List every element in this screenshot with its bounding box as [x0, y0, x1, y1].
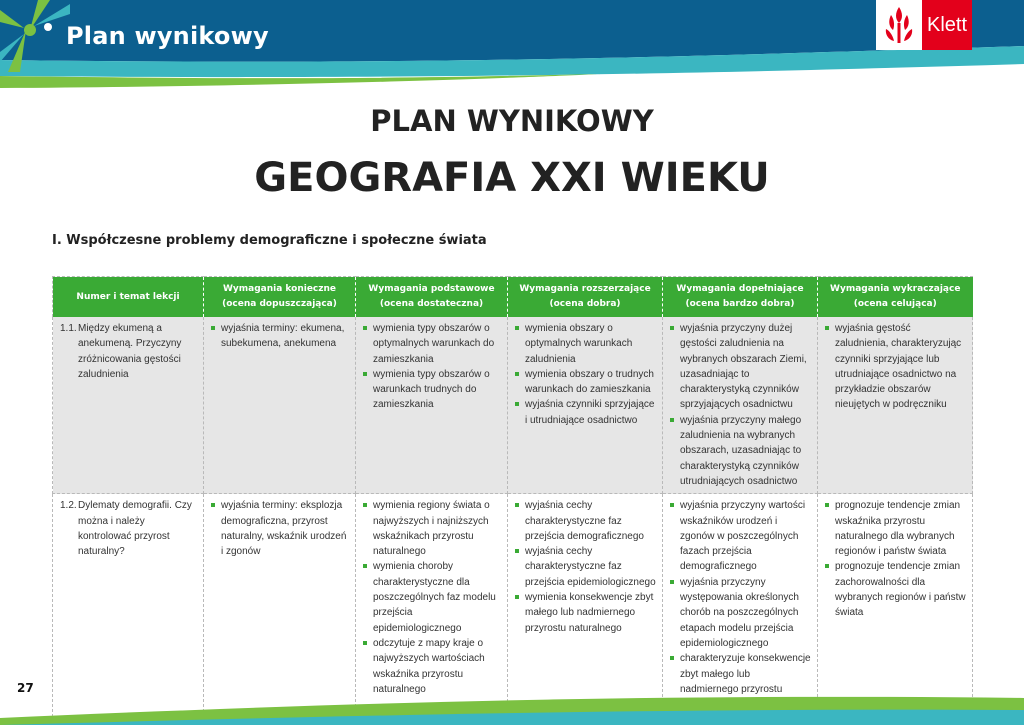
list-item: prognozuje tendencje zmian wskaźnika przyrostu naturalnego dla wybranych regionów i państw świata	[825, 498, 966, 559]
list-item: wymienia choroby charakterystyczne dla poszczególnych faz modelu przejścia epidemiologicznego	[363, 559, 501, 635]
page-number: 27	[17, 681, 34, 695]
requirements-cell	[663, 494, 818, 717]
list-item: odczytuje z mapy kraje o najwyższych wartościach wskaźnika przyrostu naturalnego	[363, 636, 501, 697]
document-title: PLAN WYNIKOWY	[370, 104, 654, 138]
requirements-cell	[663, 317, 818, 494]
list-item: wyjaśnia terminy: eksplozja demograficzna, przyrost naturalny, wskaźnik urodzeń i zgonów	[211, 498, 349, 559]
list-item: wymienia typy obszarów o optymalnych warunkach do zamieszkania	[363, 321, 501, 367]
header-cell-wykraczajace: Wymagania wykraczające (ocena celująca)	[818, 277, 973, 318]
requirements-cell	[508, 494, 663, 717]
footer-wave-graphic	[0, 690, 1024, 725]
document-subtitle: GEOGRAFIA XXI WIEKU	[254, 155, 770, 201]
header-cell-dopelniajace: Wymagania dopełniające (ocena bardzo dobra)	[663, 277, 818, 318]
table-header-row	[53, 277, 973, 318]
table-row	[53, 317, 973, 494]
list-item: wyjaśnia cechy charakterystyczne faz przejścia epidemiologicznego	[515, 544, 656, 590]
list-item: charakteryzuje konsekwencje zbyt małego lub nadmiernego przyrostu	[670, 651, 811, 712]
klett-logo	[876, 0, 972, 50]
list-item: wyjaśnia przyczyny występowania określonych chorób na poszczególnych etapach modelu przejścia epidemiologicznego	[670, 575, 811, 651]
lesson-topic: Między ekumeną a anekumeną. Przyczyny zróżnicowania gęstości zaludnienia	[78, 323, 182, 380]
header-title: Plan wynikowy	[66, 22, 269, 50]
list-item: wymienia obszary o trudnych warunkach do zamieszkania	[515, 367, 656, 398]
table-row	[53, 494, 973, 717]
lesson-number: 1.2.	[60, 500, 77, 512]
requirements-cell	[204, 494, 356, 717]
requirements-table	[52, 276, 973, 717]
requirements-cell	[356, 317, 508, 494]
list-item: wyjaśnia cechy charakterystyczne faz przejścia demograficznego	[515, 498, 656, 544]
list-item: wymienia regiony świata o najwyższych i najniższych wskaźnikach przyrostu naturalnego	[363, 498, 501, 559]
header-cell-rozszerzajace: Wymagania rozszerzające (ocena dobra)	[508, 277, 663, 318]
list-item: prognozuje tendencje zmian zachorowalności dla wybranych regionów i państw świata	[825, 559, 966, 620]
list-item: wyjaśnia czynniki sprzyjające i utrudniające osadnictwo	[515, 397, 656, 428]
list-item: wyjaśnia terminy: ekumena, subekumena, anekumena	[211, 321, 349, 352]
requirements-cell	[204, 317, 356, 494]
klett-tree-icon	[876, 0, 922, 50]
list-item: wymienia konsekwencje zbyt małego lub nadmiernego przyrostu naturalnego	[515, 590, 656, 636]
requirements-cell	[818, 494, 973, 717]
list-item: wyjaśnia przyczyny wartości wskaźników urodzeń i zgonów w poszczególnych fazach przejścia demograficznego	[670, 498, 811, 574]
list-item: wyjaśnia przyczyny małego zaludnienia na wybranych obszarach, uzasadniając to charakterystyką czynników utrudniających osadnictwo	[670, 413, 811, 489]
lesson-topic: Dylematy demografii. Czy można i należy kontrolować przyrost naturalny?	[78, 500, 192, 558]
list-item: wyjaśnia gęstość zaludnienia, charakteryzując czynniki sprzyjające lub utrudniające osadnictwo na przykładzie obszarów nieujętych w podręczniku	[825, 321, 966, 413]
header-cell-konieczne: Wymagania konieczne (ocena dopuszczająca)	[204, 277, 356, 318]
list-item: wymienia obszary o optymalnych warunkach zaludnienia	[515, 321, 656, 367]
burst-logo-icon	[0, 0, 70, 72]
lesson-number: 1.1.	[60, 323, 77, 334]
requirements-cell	[356, 494, 508, 717]
requirements-cell	[508, 317, 663, 494]
klett-wordmark: Klett	[922, 0, 972, 50]
list-item: wymienia typy obszarów o warunkach trudnych do zamieszkania	[363, 367, 501, 413]
section-heading: I. Współczesne problemy demograficzne i społeczne świata	[52, 233, 487, 248]
topic-cell	[53, 494, 204, 717]
topic-cell	[53, 317, 204, 494]
header-cell-podstawowe: Wymagania podstawowe (ocena dostateczna)	[356, 277, 508, 318]
list-item: wyjaśnia przyczyny dużej gęstości zaludnienia na wybranych obszarach Ziemi, uzasadniając to charakterystyką czynników sprzyjających osadnictwu	[670, 321, 811, 413]
requirements-cell	[818, 317, 973, 494]
header-cell-topic: Numer i temat lekcji	[53, 277, 204, 318]
